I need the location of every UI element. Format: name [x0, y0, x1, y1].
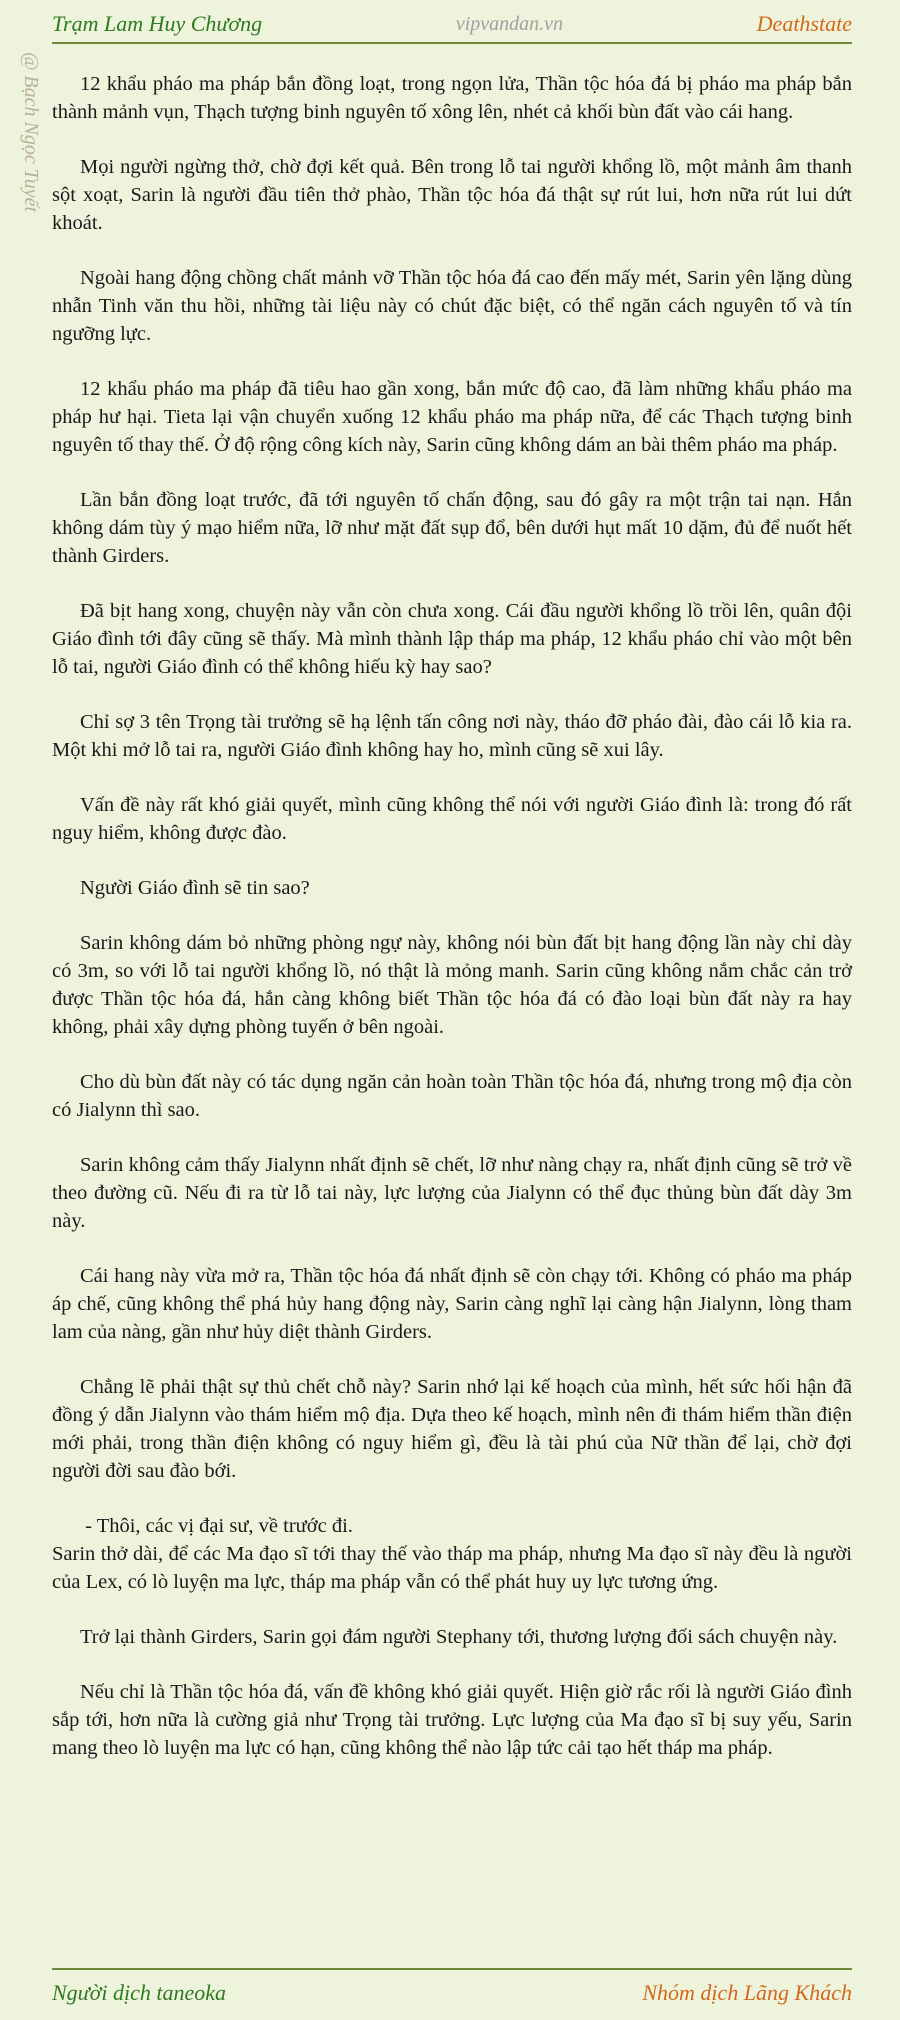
paragraph: 12 khẩu pháo ma pháp đã tiêu hao gần xong, bắn mức độ cao, đã làm những khẩu pháo ma pháp hư hại. Tieta lại vận chuyển xuống 12 khẩu pháo ma pháp nữa, để các Thạch tượng binh nguyên tố thay thế. Ở độ rộng công kích này, Sarin cũng không dám an bài thêm pháo ma pháp.	[52, 378, 852, 456]
page-footer	[52, 1968, 852, 2016]
header-site-name: Trạm Lam Huy Chương	[52, 11, 263, 36]
footer-group: Nhóm dịch Lãng Khách	[642, 1980, 852, 2005]
paragraph: Chẳng lẽ phải thật sự thủ chết chỗ này? Sarin nhớ lại kế hoạch của mình, hết sức hối hận đã đồng ý dẫn Jialynn vào thám hiểm mộ địa. Dựa theo kế hoạch, mình nên đi thám hiểm thần điện mới phải, trong thần điện không có nguy hiểm gì, đều là tài phú của Nữ thần để lại, chờ đợi người đời sau đào bới.	[52, 1376, 852, 1482]
header-website: vipvandan.vn	[455, 12, 564, 35]
page-header	[52, 6, 852, 44]
header-book-title: Deathstate	[756, 11, 852, 36]
side-watermark: @ Bạch Ngọc Tuyết	[20, 52, 42, 213]
dialogue-line: - Thôi, các vị đại sư, về trước đi.	[80, 1515, 353, 1537]
paragraph: Trở lại thành Girders, Sarin gọi đám người Stephany tới, thương lượng đối sách chuyện này.	[80, 1626, 838, 1648]
footer-translator: Người dịch taneoka	[52, 1980, 227, 2005]
paragraph: Chỉ sợ 3 tên Trọng tài trưởng sẽ hạ lệnh tấn công nơi này, tháo đỡ pháo đài, đào cái lỗ kia ra. Một khi mở lỗ tai ra, người Giáo đình không hay ho, mình cũng sẽ xui lây.	[52, 711, 852, 761]
paragraph: Ngoài hang động chồng chất mảnh vỡ Thần tộc hóa đá cao đến mấy mét, Sarin yên lặng dùng nhẫn Tinh văn thu hồi, những tài liệu này có chút đặc biệt, có thể ngăn cách nguyên tố và tín ngưỡng lực.	[52, 267, 852, 345]
paragraph: Vấn đề này rất khó giải quyết, mình cũng không thể nói với người Giáo đình là: trong đó rất nguy hiểm, không được đào.	[52, 794, 852, 844]
paragraph: Mọi người ngừng thở, chờ đợi kết quả. Bên trong lỗ tai người khổng lồ, một mảnh âm thanh sột xoạt, Sarin là người đầu tiên thở phào, Thần tộc hóa đá thật sự rút lui, hơn nữa rút lui dứt khoát.	[52, 156, 852, 234]
paragraph: Người Giáo đình sẽ tin sao?	[80, 877, 310, 899]
paragraph: Sarin không cảm thấy Jialynn nhất định sẽ chết, lỡ như nàng chạy ra, nhất định cũng sẽ trở về theo đường cũ. Nếu đi ra từ lỗ tai này, lực lượng của Jialynn có thể đục thủng bùn đất dày 3m này.	[52, 1154, 852, 1232]
paragraph: Sarin thở dài, để các Ma đạo sĩ tới thay thế vào tháp ma pháp, nhưng Ma đạo sĩ này đều là người của Lex, có lò luyện ma lực, tháp ma pháp vẫn có thể phát huy uy lực tương ứng.	[52, 1543, 852, 1593]
paragraph: Nếu chỉ là Thần tộc hóa đá, vấn đề không khó giải quyết. Hiện giờ rắc rối là người Giáo đình sắp tới, hơn nữa là cường giả như Trọng tài trưởng. Lực lượng của Ma đạo sĩ bị suy yếu, Sarin mang theo lò luyện ma lực có hạn, cũng không thể nào lập tức cải tạo hết tháp ma pháp.	[52, 1681, 852, 1759]
paragraph: Đã bịt hang xong, chuyện này vẫn còn chưa xong. Cái đầu người khổng lồ trồi lên, quân đội Giáo đình tới đây cũng sẽ thấy. Mà mình thành lập tháp ma pháp, 12 khẩu pháo chỉ vào một bên lỗ tai, người Giáo đình có thể không hiếu kỳ hay sao?	[52, 600, 852, 678]
paragraph: Cái hang này vừa mở ra, Thần tộc hóa đá nhất định sẽ còn chạy tới. Không có pháo ma pháp áp chế, cũng không thể phá hủy hang động này, Sarin càng nghĩ lại càng hận Jialynn, lòng tham lam của nàng, gần như hủy diệt thành Girders.	[52, 1265, 852, 1343]
paragraph: 12 khẩu pháo ma pháp bắn đồng loạt, trong ngọn lửa, Thần tộc hóa đá bị pháo ma pháp bắn thành mảnh vụn, Thạch tượng binh nguyên tố xông lên, nhét cả khối bùn đất vào cái hang.	[52, 73, 852, 123]
paragraph: Sarin không dám bỏ những phòng ngự này, không nói bùn đất bịt hang động lần này chỉ dày có 3m, so với lỗ tai người khổng lồ, nó thật là mỏng manh. Sarin cũng không nắm chắc cản trở được Thần tộc hóa đá, hắn càng không biết Thần tộc hóa đá có đào loại bùn đất này ra hay không, phải xây dựng phòng tuyến ở bên ngoài.	[52, 932, 852, 1038]
paragraph: Cho dù bùn đất này có tác dụng ngăn cản hoàn toàn Thần tộc hóa đá, nhưng trong mộ địa còn có Jialynn thì sao.	[52, 1071, 852, 1121]
paragraph: Lần bắn đồng loạt trước, đã tới nguyên tố chấn động, sau đó gây ra một trận tai nạn. Hắn không dám tùy ý mạo hiểm nữa, lỡ như mặt đất sụp đổ, bên dưới hụt mất 10 dặm, đủ để nuốt hết thành Girders.	[52, 489, 852, 567]
story-text	[52, 70, 852, 1789]
